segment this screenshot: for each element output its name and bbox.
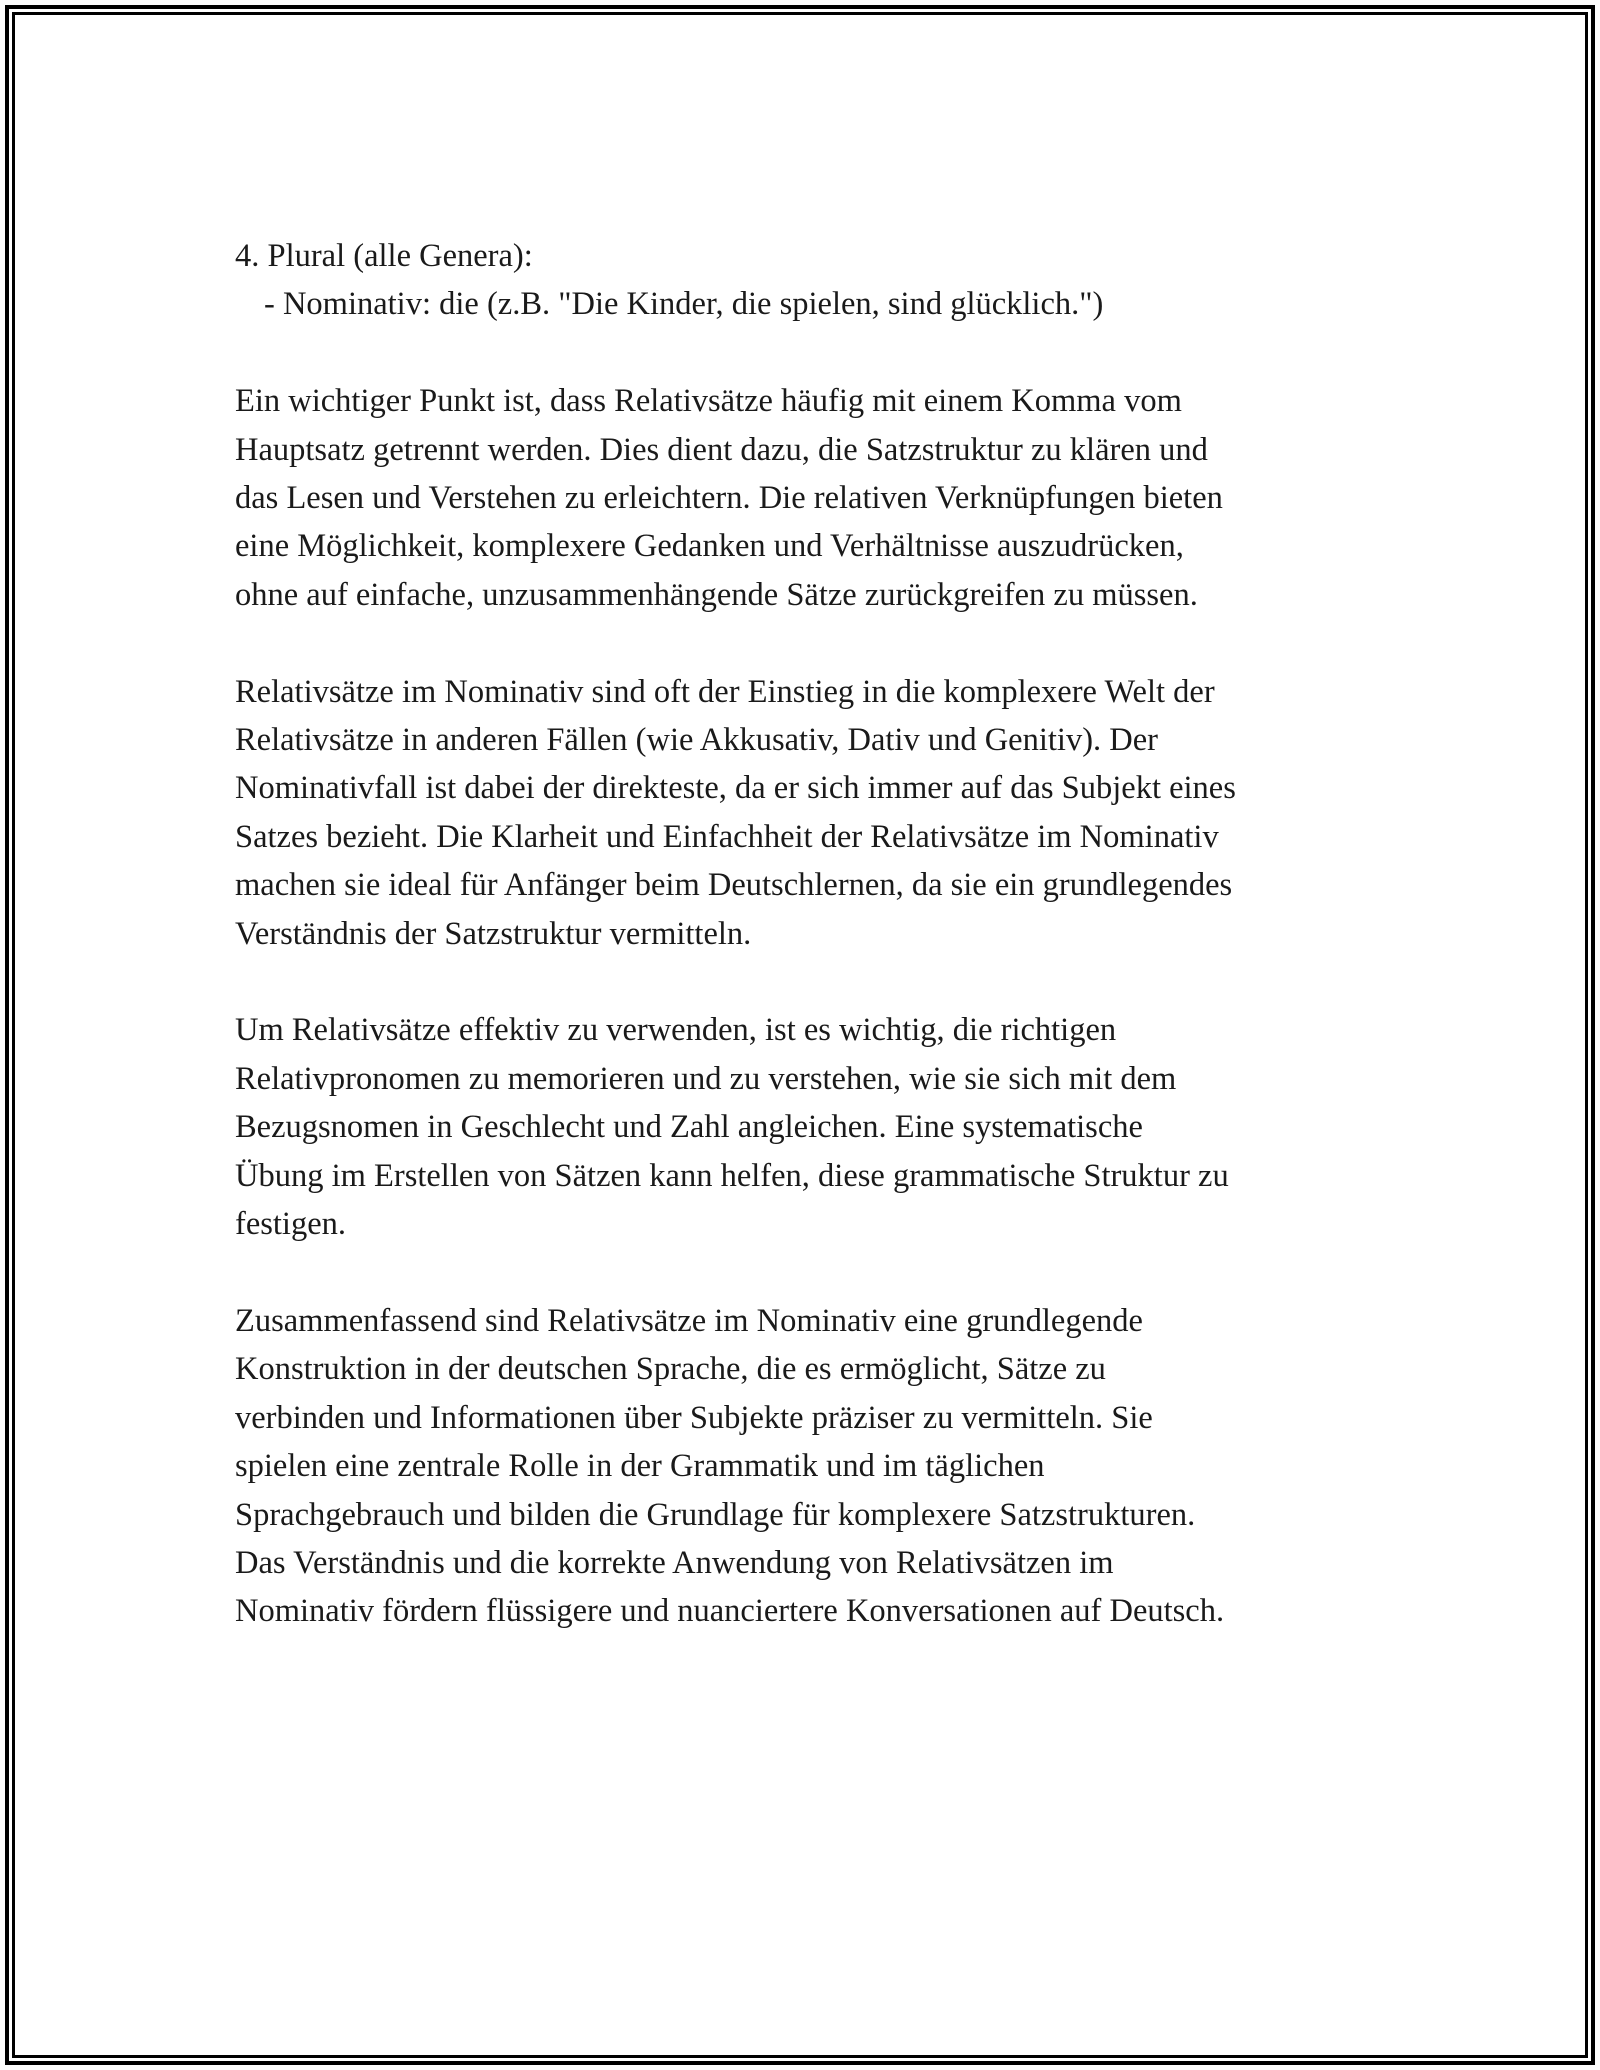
paragraph-line: das Lesen und Verstehen zu erleichtern. Die relativen Verknüpfungen bieten <box>235 480 1223 517</box>
paragraph-line: Bezugsnomen in Geschlecht und Zahl angleichen. Eine systematische <box>235 1109 1143 1146</box>
paragraph-line: Relativsätze im Nominativ sind oft der Einstieg in die komplexere Welt der <box>235 673 1215 710</box>
paragraph-line: Ein wichtiger Punkt ist, dass Relativsätze häufig mit einem Komma vom <box>235 383 1182 420</box>
paragraph-line: spielen eine zentrale Rolle in der Grammatik und im täglichen <box>235 1448 1045 1485</box>
paragraph-line: verbinden und Informationen über Subjekte präziser zu vermitteln. Sie <box>235 1399 1153 1436</box>
paragraphs <box>235 377 1395 1636</box>
list-item-heading: 4. Plural (alle Genera): <box>235 238 533 274</box>
paragraph <box>235 377 1395 619</box>
paragraph <box>235 668 1395 958</box>
paragraph-line: Relativpronomen zu memorieren und zu verstehen, wie sie sich mit dem <box>235 1060 1177 1097</box>
paragraph-line: Das Verständnis und die korrekte Anwendung von Relativsätzen im <box>235 1544 1114 1581</box>
list-item-detail: - Nominativ: die (z.B. "Die Kinder, die spielen, sind glücklich.") <box>264 286 1104 323</box>
paragraph-line: Um Relativsätze effektiv zu verwenden, ist es wichtig, die richtigen <box>235 1012 1117 1049</box>
document-body <box>235 232 1395 1684</box>
paragraph-line: Sprachgebrauch und bilden die Grundlage für komplexere Satzstrukturen. <box>235 1496 1196 1533</box>
paragraph-line: machen sie ideal für Anfänger beim Deutschlernen, da sie ein grundlegendes <box>235 867 1233 904</box>
paragraph-line: Satzes bezieht. Die Klarheit und Einfachheit der Relativsätze im Nominativ <box>235 818 1219 855</box>
paragraph <box>235 1297 1395 1636</box>
paragraph-line: Nominativ fördern flüssigere und nuanciertere Konversationen auf Deutsch. <box>235 1593 1225 1630</box>
paragraph-line: eine Möglichkeit, komplexere Gedanken und Verhältnisse auszudrücken, <box>235 528 1184 565</box>
paragraph-line: Hauptsatz getrennt werden. Dies dient dazu, die Satzstruktur zu klären und <box>235 431 1208 468</box>
paragraph-line: Nominativfall ist dabei der direkteste, da er sich immer auf das Subjekt eines <box>235 770 1236 807</box>
paragraph-line: Konstruktion in der deutschen Sprache, die es ermöglicht, Sätze zu <box>235 1351 1106 1388</box>
paragraph-line: ohne auf einfache, unzusammenhängende Sätze zurückgreifen zu müssen. <box>235 576 1198 613</box>
paragraph-line: festigen. <box>235 1206 347 1243</box>
paragraph-line: Übung im Erstellen von Sätzen kann helfen, diese grammatische Struktur zu <box>235 1157 1229 1194</box>
paragraph <box>235 1006 1395 1248</box>
list-item-plural <box>235 232 1395 329</box>
paragraph-line: Verständnis der Satzstruktur vermitteln. <box>235 915 752 952</box>
paragraph-line: Zusammenfassend sind Relativsätze im Nominativ eine grundlegende <box>235 1302 1143 1339</box>
paragraph-line: Relativsätze in anderen Fällen (wie Akkusativ, Dativ und Genitiv). Der <box>235 722 1158 759</box>
